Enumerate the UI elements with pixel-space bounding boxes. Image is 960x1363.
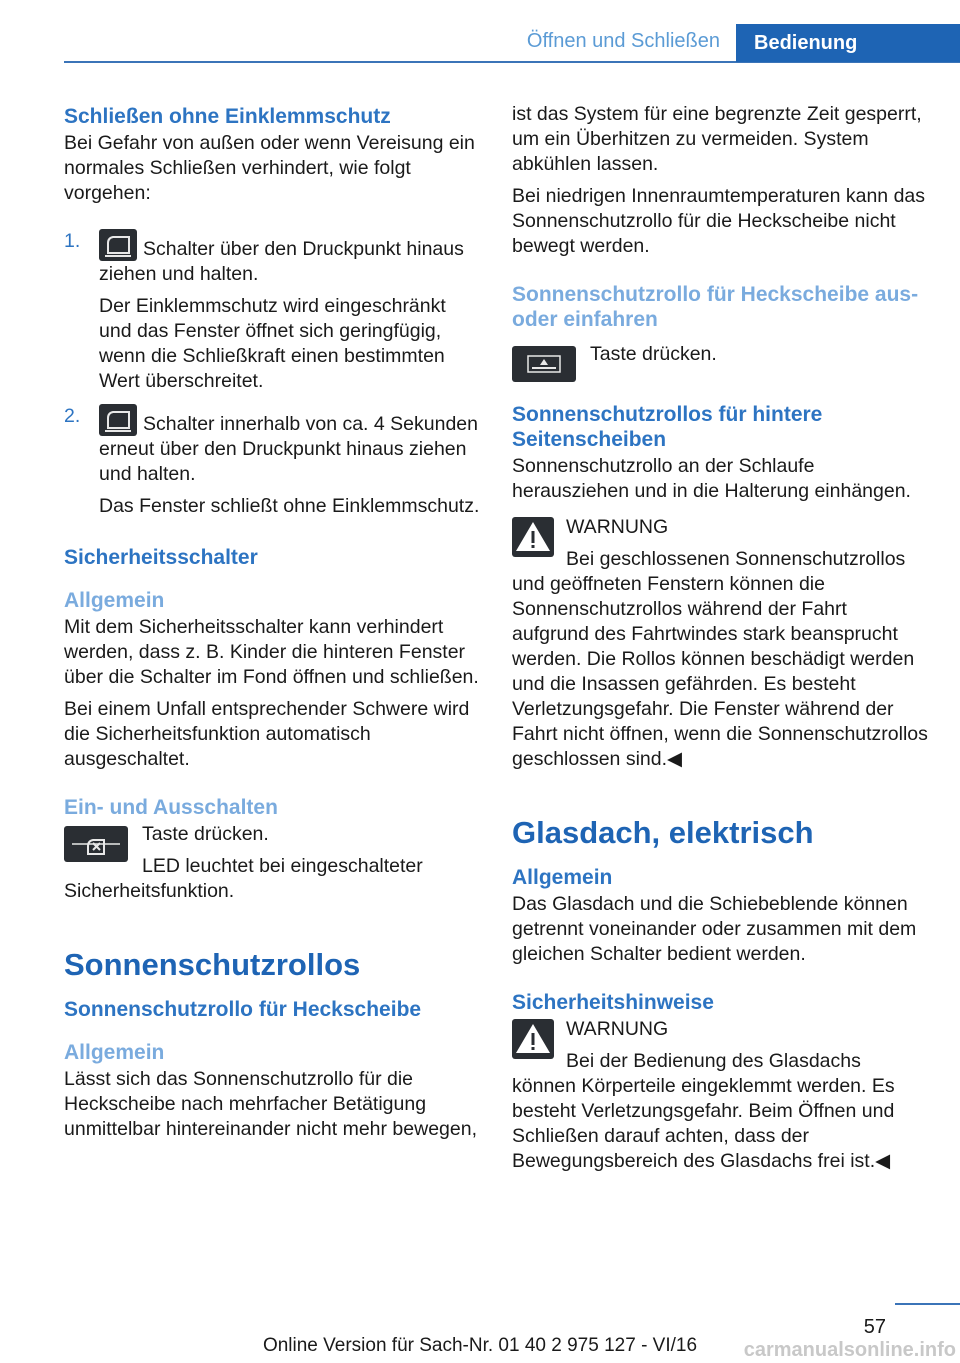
footer-rule — [895, 1303, 960, 1305]
heading-rear-window-blind: Sonnenschutzrollo für Heckscheibe — [64, 998, 422, 1021]
paragraph: Sonnenschutzrollo an der Schlaufe herausziehen und in die Halterung einhängen. — [512, 455, 911, 502]
paragraph: Lässt sich das Sonnenschutzrollo für die Heckscheibe nach mehrfacher Betätigung unmittelbar hintereinander nicht mehr bewegen, — [64, 1068, 477, 1140]
chapter-title-sunblinds: Sonnenschutzrollos — [64, 947, 361, 982]
warning-label: WARNUNG — [566, 516, 669, 538]
paragraph: Taste drücken. — [590, 343, 717, 365]
heading-on-off: Ein- und Ausschalten — [64, 796, 278, 819]
paragraph: Taste drücken. — [142, 823, 269, 845]
warning-icon — [512, 517, 554, 557]
window-switch-icon — [99, 229, 137, 261]
paragraph: Bei niedrigen Innenraumtemperaturen kann das Sonnenschutzrollo für die Heckscheibe nicht bewegt werden. — [512, 185, 926, 257]
warning-text: Bei geschlossenen Sonnenschutzrollos und geöffneten Fenstern können die Sonnenschutzrollos während der Fahrt aufgrund des Fahrtwindes stark beansprucht werden. Die Rollos können beschädigt werden und die Insassen gefährden. Es besteht Verletzungsgefahr. Die Fenster während der Fahrt nicht öffnen, wenn die Sonnenschutzrollos geschlossen sind.◀ — [512, 548, 928, 770]
warning-icon — [512, 1019, 554, 1059]
heading-side-blinds: Sonnenschutzrollos für hintere Seitenscheiben — [512, 403, 823, 451]
header-section-title: Öffnen und Schließen — [526, 30, 720, 52]
window-switch-icon — [99, 404, 137, 436]
right-column — [512, 102, 928, 1181]
header-tab: Bedienung — [736, 24, 960, 62]
paragraph: Bei Gefahr von außen oder wenn Vereisung ein normales Schließen verhindert, wie folgt vorgehen: — [64, 132, 475, 204]
rear-blind-button-icon — [512, 346, 576, 382]
heading-safety-switch: Sicherheitsschalter — [64, 546, 258, 569]
warning-text: Bei der Bedienung des Glasdachs können Körperteile eingeklemmt werden. Es besteht Verletzungsgefahr. Beim Öffnen und Schließen darauf achten, dass der Bewegungsbereich des Glasdachs frei ist.◀ — [512, 1050, 895, 1172]
warning-block — [512, 1017, 928, 1174]
heading-general: Allgemein — [512, 866, 613, 889]
paragraph: Bei einem Unfall entsprechender Schwere wird die Sicherheitsfunktion automatisch ausgeschaltet. — [64, 698, 470, 770]
step-2 — [64, 404, 480, 519]
paragraph: ist das System für eine begrenzte Zeit gesperrt, um ein Überhitzen zu vermeiden. System abkühlen lassen. — [512, 103, 922, 175]
watermark: carmanualsonline.info — [743, 1339, 956, 1361]
heading-close-without-pinch: Schließen ohne Einklemmschutz — [64, 105, 391, 128]
heading-general: Allgemein — [64, 589, 165, 612]
step-number: 2. — [64, 405, 81, 427]
heading-general: Allgemein — [64, 1041, 165, 1064]
left-column — [64, 104, 480, 1149]
footer-version-text: Online Version für Sach-Nr. 01 40 2 975 127 - VI/16 — [262, 1335, 698, 1356]
heading-rear-blind-extend: Sonnenschutzrollo für Heckscheibe aus- oder einfahren — [512, 283, 919, 331]
warning-label: WARNUNG — [566, 1018, 669, 1040]
step-text: Schalter über den Druckpunkt hinaus ziehen und halten. — [99, 238, 464, 285]
step-subtext: Der Einklemmschutz wird eingeschränkt und das Fenster öffnet sich geringfügig, wenn die Schließkraft einen bestimmten Wert überschreitet. — [99, 295, 446, 392]
paragraph: Das Glasdach und die Schiebeblende können getrennt voneinander oder zusammen mit dem gleichen Schalter bedient werden. — [512, 893, 917, 965]
page-number: 57 — [863, 1316, 886, 1338]
warning-block — [512, 515, 928, 772]
step-number: 1. — [64, 230, 81, 252]
paragraph: Mit dem Sicherheitsschalter kann verhindert werden, dass z. B. Kinder die hinteren Fenster über die Schalter im Fond öffnen und schließen. — [64, 616, 479, 688]
step-1 — [64, 229, 480, 394]
safety-switch-icon — [64, 826, 128, 862]
step-subtext: Das Fenster schließt ohne Einklemmschutz. — [99, 495, 480, 517]
step-text: Schalter innerhalb von ca. 4 Sekunden erneut über den Druckpunkt hinaus ziehen und halten. — [99, 413, 478, 485]
heading-safety-notes: Sicherheitshinweise — [512, 991, 714, 1014]
step-list — [64, 229, 480, 519]
paragraph: LED leuchtet bei eingeschalteter Sicherheitsfunktion. — [64, 855, 423, 902]
chapter-title-glass-roof: Glasdach, elektrisch — [512, 815, 814, 850]
